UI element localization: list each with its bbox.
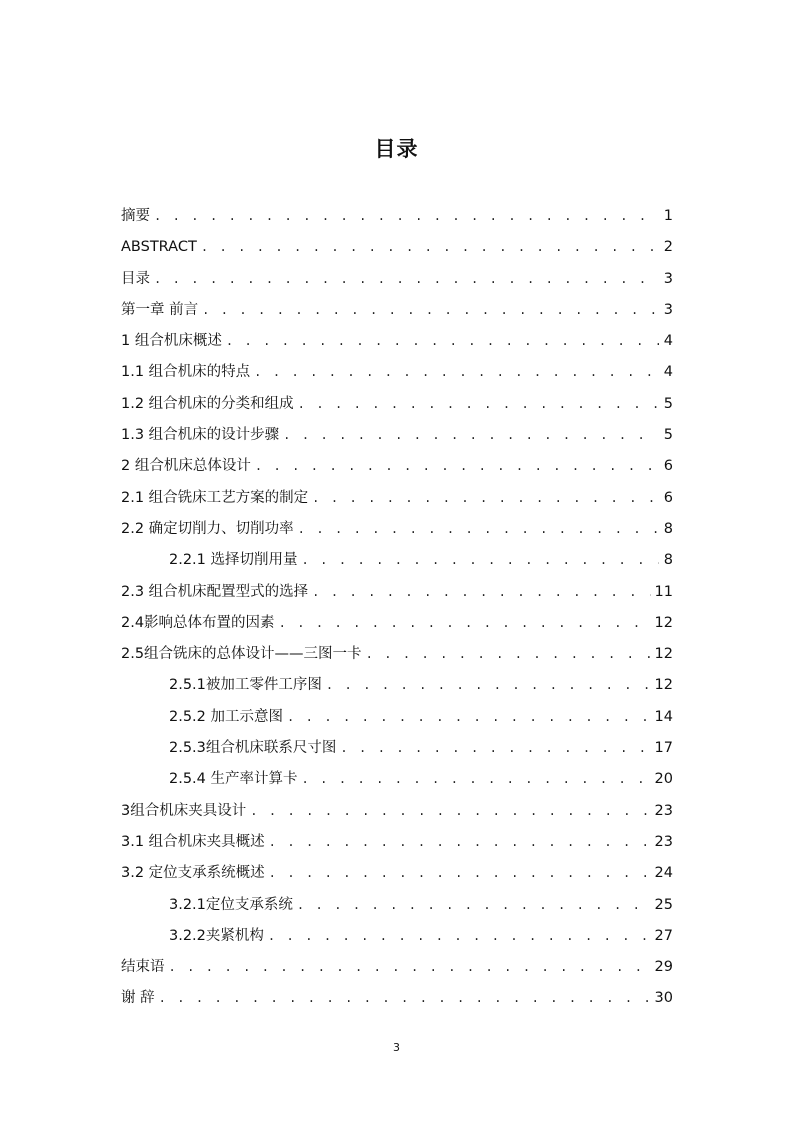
toc-entry-label: 2.2.1 选择切削用量 <box>169 552 298 569</box>
toc-leader <box>255 451 659 482</box>
toc-entry-page: 2 <box>663 239 673 256</box>
toc-leader <box>250 796 650 827</box>
toc-leader <box>298 514 659 545</box>
toc-entry-label: 结束语 <box>121 959 165 976</box>
toc-entry-label: 3组合机床夹具设计 <box>121 802 247 819</box>
toc-entry[interactable] <box>121 890 673 921</box>
toc-entry-page: 6 <box>663 458 673 475</box>
toc-entry-label: 3.2.1定位支承系统 <box>169 896 293 913</box>
toc-entry[interactable] <box>121 420 673 451</box>
toc-leader <box>202 295 659 326</box>
toc-entry[interactable] <box>121 577 673 608</box>
toc-entry-page: 17 <box>654 740 673 757</box>
toc-entry-label: 2.5.4 生产率计算卡 <box>169 771 298 788</box>
toc-entry-label: 2.3 组合机床配置型式的选择 <box>121 583 309 600</box>
toc-leader <box>169 952 651 983</box>
toc-entry[interactable] <box>121 357 673 388</box>
toc-leader <box>366 639 651 670</box>
toc-entry[interactable] <box>121 670 673 701</box>
toc-leader <box>279 608 651 639</box>
toc-entry-page: 20 <box>654 771 673 788</box>
toc-entry[interactable] <box>121 201 673 232</box>
toc-leader <box>287 702 651 733</box>
toc-entry[interactable] <box>121 827 673 858</box>
toc-leader <box>302 764 651 795</box>
toc-leader <box>269 858 651 889</box>
page-title: 目录 <box>374 137 419 161</box>
toc-entry-label: ABSTRACT <box>121 239 197 256</box>
toc-entry-page: 3 <box>663 270 673 287</box>
toc-entry-label: 3.2.2夹紧机构 <box>169 927 264 944</box>
toc-entry-label: 2.5组合铣床的总体设计——三图一卡 <box>121 646 362 663</box>
toc-leader <box>297 890 651 921</box>
toc-entry[interactable] <box>121 232 673 263</box>
toc-entry[interactable] <box>121 702 673 733</box>
toc-entry-label: 3.2 定位支承系统概述 <box>121 865 265 882</box>
toc-entry[interactable] <box>121 858 673 889</box>
toc-entry-page: 5 <box>663 427 673 444</box>
toc-entry[interactable] <box>121 451 673 482</box>
toc-entry-label: 1 组合机床概述 <box>121 333 222 350</box>
toc-entry-page: 4 <box>663 333 673 350</box>
toc-entry-label: 第一章 前言 <box>121 301 199 318</box>
toc-entry-label: 2.5.2 加工示意图 <box>169 708 284 725</box>
toc-leader <box>298 389 659 420</box>
table-of-contents <box>121 201 673 1015</box>
toc-entry[interactable] <box>121 483 673 514</box>
toc-entry-page: 12 <box>654 677 673 694</box>
toc-entry-page: 14 <box>654 708 673 725</box>
toc-entry-page: 29 <box>654 959 673 976</box>
toc-entry-page: 8 <box>663 520 673 537</box>
toc-entry-label: 目录 <box>121 270 150 287</box>
toc-entry-page: 6 <box>663 489 673 506</box>
toc-entry-label: 摘要 <box>121 208 150 224</box>
toc-entry-label: 1.3 组合机床的设计步骤 <box>121 427 280 444</box>
toc-leader <box>312 483 659 514</box>
toc-entry-label: 2.1 组合铣床工艺方案的制定 <box>121 489 309 506</box>
toc-entry-page: 11 <box>654 583 673 600</box>
toc-entry[interactable] <box>121 796 673 827</box>
toc-leader <box>312 577 650 608</box>
toc-leader <box>269 827 651 858</box>
toc-entry-page: 23 <box>654 802 673 819</box>
toc-leader <box>226 326 659 357</box>
toc-entry[interactable] <box>121 764 673 795</box>
toc-entry-page: 30 <box>654 990 673 1007</box>
toc-entry-label: 1.2 组合机床的分类和组成 <box>121 395 294 412</box>
toc-entry-label: 1.1 组合机床的特点 <box>121 364 251 381</box>
toc-leader <box>302 545 659 576</box>
toc-entry-page: 23 <box>654 833 673 850</box>
page-number: 3 <box>393 1041 400 1054</box>
toc-entry-page: 3 <box>663 301 673 318</box>
toc-entry[interactable] <box>121 952 673 983</box>
toc-entry[interactable] <box>121 983 673 1014</box>
toc-leader <box>268 921 651 952</box>
toc-entry[interactable] <box>121 389 673 420</box>
toc-entry-page: 1 <box>663 208 673 224</box>
toc-entry[interactable] <box>121 921 673 952</box>
toc-entry-page: 27 <box>654 927 673 944</box>
toc-entry-page: 25 <box>654 896 673 913</box>
toc-entry[interactable] <box>121 295 673 326</box>
toc-entry-label: 2 组合机床总体设计 <box>121 458 251 475</box>
toc-entry-label: 2.5.3组合机床联系尺寸图 <box>169 740 337 757</box>
toc-leader <box>159 983 651 1014</box>
toc-entry-label: 2.2 确定切削力、切削功率 <box>121 520 294 537</box>
toc-leader <box>340 733 650 764</box>
toc-entry[interactable] <box>121 326 673 357</box>
toc-entry-page: 12 <box>654 646 673 663</box>
toc-leader <box>201 232 659 263</box>
toc-entry-label: 2.4影响总体布置的因素 <box>121 614 275 631</box>
toc-entry-page: 5 <box>663 395 673 412</box>
toc-leader <box>283 420 659 451</box>
toc-entry[interactable] <box>121 514 673 545</box>
toc-entry-label: 谢 辞 <box>121 990 155 1007</box>
toc-leader <box>154 264 659 295</box>
toc-entry-page: 4 <box>663 364 673 381</box>
toc-entry-page: 12 <box>654 614 673 631</box>
toc-leader <box>254 357 659 388</box>
toc-entry[interactable] <box>121 264 673 295</box>
toc-entry-label: 2.5.1被加工零件工序图 <box>169 677 322 694</box>
toc-entry[interactable] <box>121 608 673 639</box>
toc-entry[interactable] <box>121 639 673 670</box>
toc-leader <box>326 670 651 701</box>
toc-entry-page: 24 <box>654 865 673 882</box>
toc-entry[interactable] <box>121 545 673 576</box>
toc-entry-page: 8 <box>663 552 673 569</box>
toc-leader <box>154 201 659 232</box>
toc-entry[interactable] <box>121 733 673 764</box>
toc-entry-label: 3.1 组合机床夹具概述 <box>121 833 265 850</box>
